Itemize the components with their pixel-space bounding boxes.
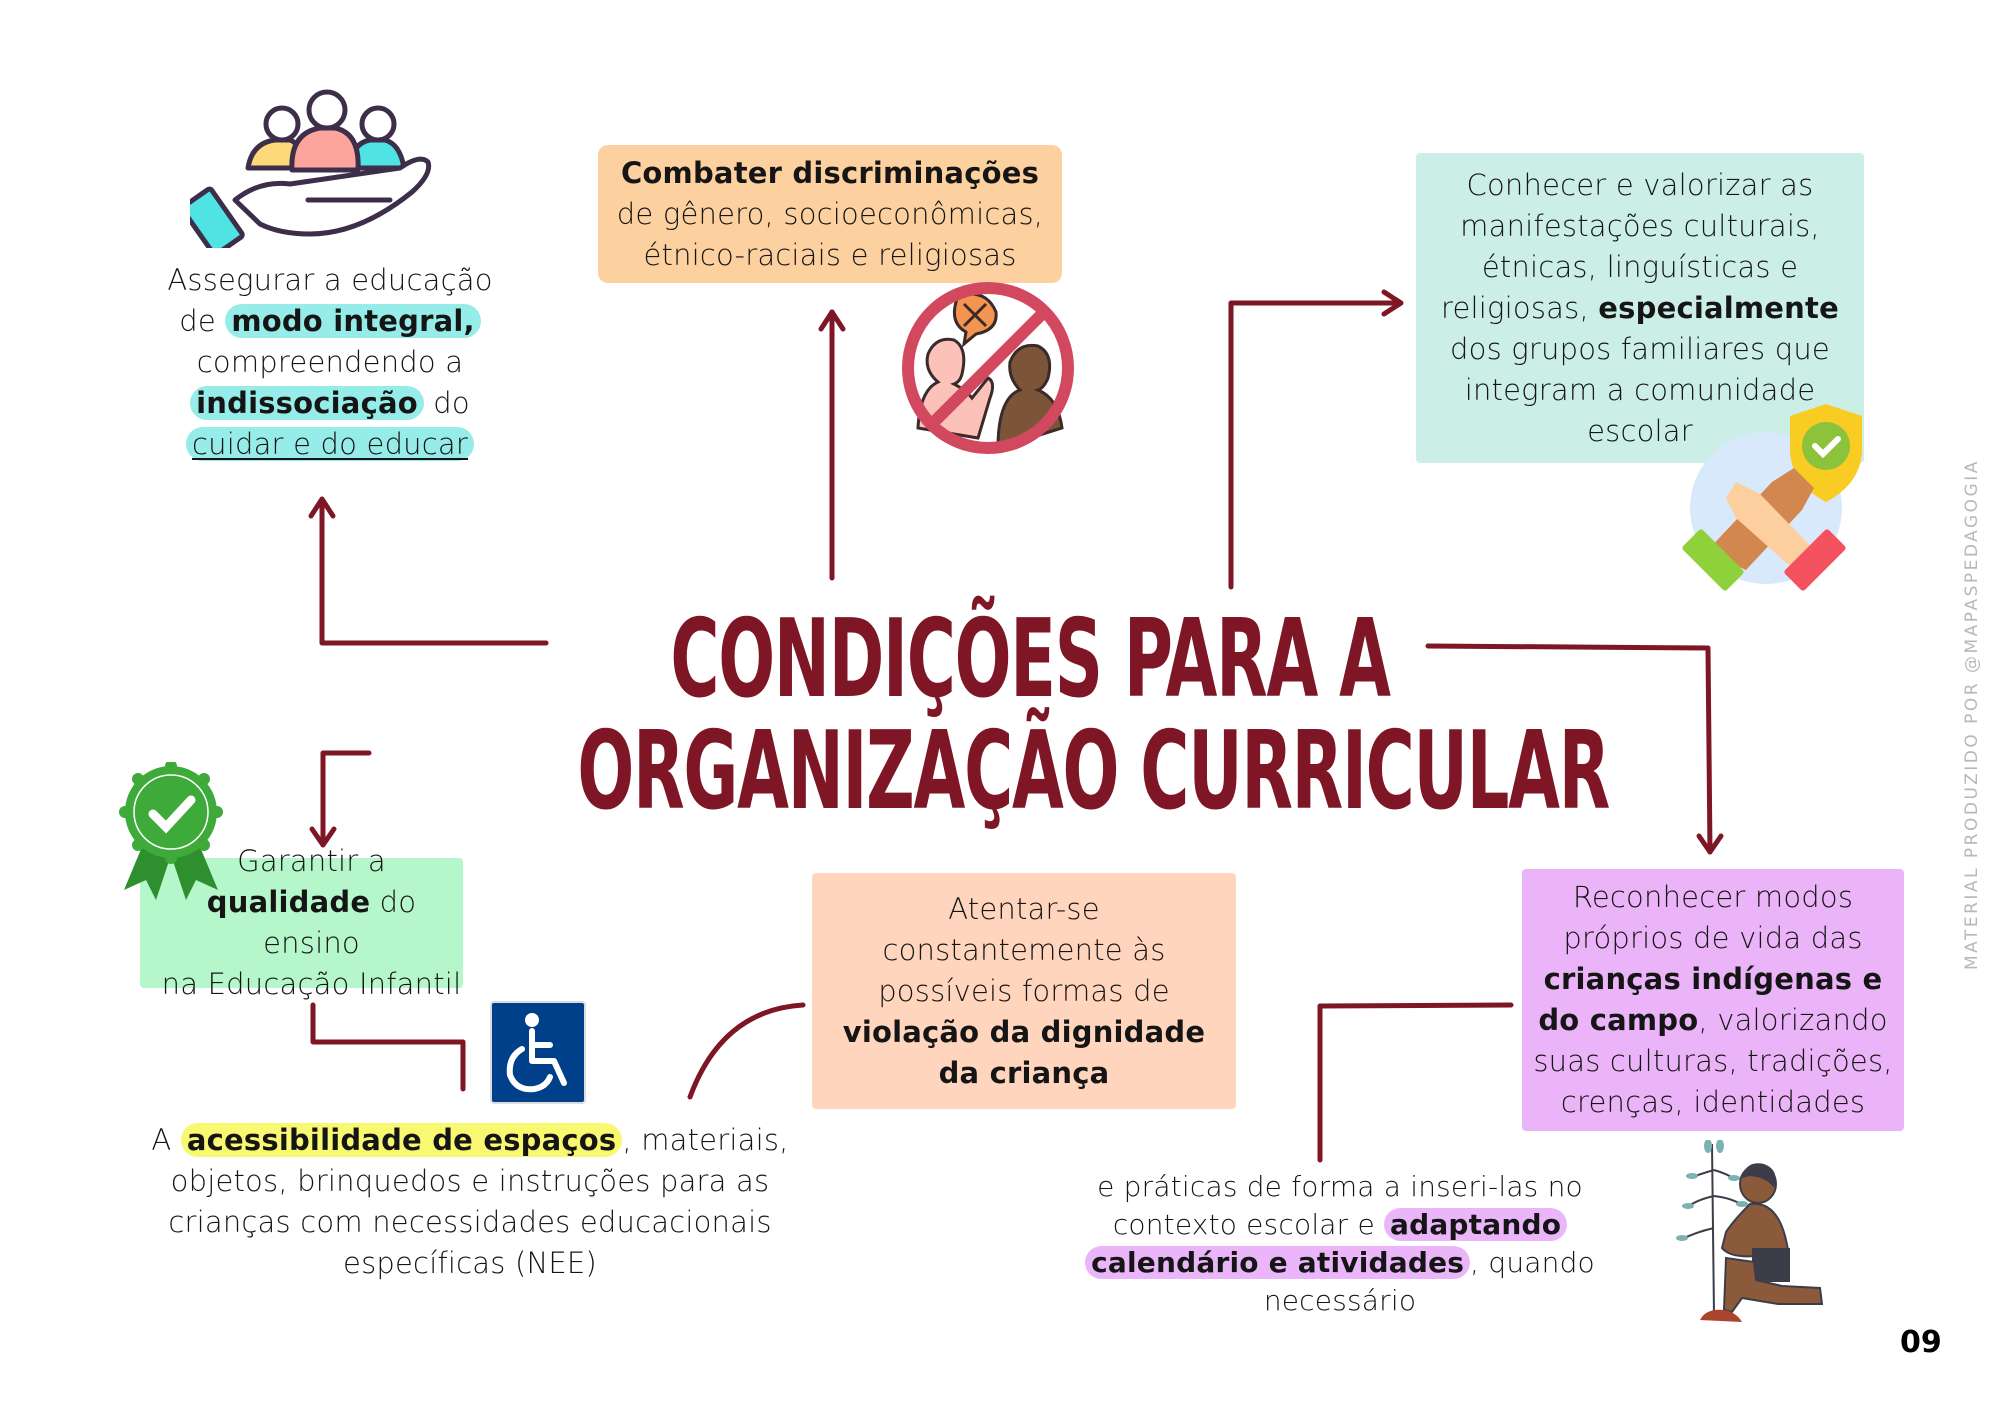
cultura-line-5: dos grupos familiares que	[1450, 331, 1830, 366]
acessibilidade-line-4: específicas (NEE)	[343, 1246, 597, 1280]
acessibilidade-line-2: objetos, brinquedos e instruções para as	[170, 1164, 770, 1198]
main-title	[300, 597, 1760, 834]
dignidade-line-4: violação da dignidade	[842, 1014, 1206, 1049]
cultura-line-3: étnicas, linguísticas e	[1481, 249, 1799, 284]
indigenous-child-planting-icon	[1670, 1140, 1830, 1330]
integral-line-1: Assegurar a educação	[167, 263, 493, 297]
integral-line-2: de modo integral,	[130, 301, 530, 342]
highlight-cuidar-educar: cuidar e do educar	[186, 427, 474, 461]
highlight-modo-integral: modo integral,	[225, 304, 480, 338]
praticas-line-3: calendário e atividades , quando	[1060, 1244, 1620, 1282]
wheelchair-icon	[490, 1001, 586, 1104]
dignidade-line-2: constantemente às	[882, 932, 1166, 967]
praticas-line-4: necessário	[1263, 1284, 1417, 1317]
cultura-line-6: integram a comunidade	[1464, 372, 1816, 407]
cultura-line-4: religiosas, especialmente	[1441, 290, 1839, 325]
highlight-acessibilidade: acessibilidade de espaços	[181, 1123, 622, 1157]
node-dignidade	[812, 873, 1236, 1109]
connector-acessibilidade	[313, 1005, 463, 1089]
discriminacao-line-2: de gênero, socioeconômicas,	[616, 196, 1044, 231]
no-discrimination-icon	[898, 278, 1078, 458]
node-praticas	[1060, 1168, 1620, 1320]
qualidade-line-3: na Educação Infantil	[161, 967, 462, 1001]
hand-holding-people-icon	[190, 88, 440, 248]
title-line-2: ORGANIZAÇÃO CURRICULAR	[577, 709, 1610, 834]
dignidade-line-1: Atentar-se	[948, 891, 1100, 926]
title-line-1: CONDIÇÕES PARA A	[670, 597, 1390, 722]
qualidade-line-1: Garantir a	[237, 844, 386, 878]
connector-cultura	[1231, 303, 1400, 587]
cultura-line-2: manifestações culturais,	[1460, 208, 1820, 243]
highlight-calendario: calendário e atividades	[1085, 1246, 1470, 1279]
praticas-line-1: e práticas de forma a inseri-las no	[1097, 1170, 1583, 1203]
handshake-shield-icon	[1676, 398, 1876, 598]
credit-text: MATERIAL PRODUZIDO POR @MAPASPEDAGOGIA	[1962, 459, 1982, 970]
node-integral	[130, 260, 530, 465]
cultura-line-7: escolar	[1587, 413, 1693, 448]
dignidade-line-5: da criança	[938, 1055, 1110, 1090]
discriminacao-line-3: étnico-raciais e religiosas	[643, 237, 1017, 272]
indigenas-line-1: Reconhecer modos	[1572, 880, 1854, 914]
praticas-line-2: contexto escolar e adaptando	[1060, 1206, 1620, 1244]
qualidade-line-2: qualidade do ensino	[206, 885, 417, 960]
dignidade-line-3: possíveis formas de	[878, 973, 1170, 1008]
cultura-line-1: Conhecer e valorizar as	[1466, 167, 1814, 202]
node-indigenas	[1522, 869, 1904, 1131]
highlight-indissociacao: indissociação	[190, 386, 424, 420]
connector-praticas	[1320, 1005, 1511, 1160]
indigenas-line-6: crenças, identidades	[1560, 1085, 1866, 1119]
acessibilidade-line-3: crianças com necessidades educacionais	[168, 1205, 772, 1239]
indigenas-line-2: próprios de vida das	[1563, 921, 1863, 955]
integral-line-5	[130, 424, 530, 465]
highlight-adaptando: adaptando	[1384, 1208, 1567, 1241]
acessibilidade-line-1: A acessibilidade de espaços , materiais,	[151, 1123, 789, 1157]
quality-badge-icon	[116, 762, 226, 904]
connector-dignidade	[690, 1005, 803, 1097]
node-acessibilidade	[130, 1120, 810, 1284]
page-number: 09	[1900, 1325, 1942, 1360]
indigenas-line-4: do campo, valorizando	[1538, 1003, 1888, 1037]
integral-line-3: compreendendo a	[196, 345, 464, 379]
indigenas-line-3: crianças indígenas e	[1543, 962, 1883, 996]
integral-line-4: indissociação do	[130, 383, 530, 424]
indigenas-line-5: suas culturas, tradições,	[1533, 1044, 1893, 1078]
node-discriminacao	[598, 145, 1062, 283]
discriminacao-line-1: Combater discriminações	[620, 155, 1040, 190]
